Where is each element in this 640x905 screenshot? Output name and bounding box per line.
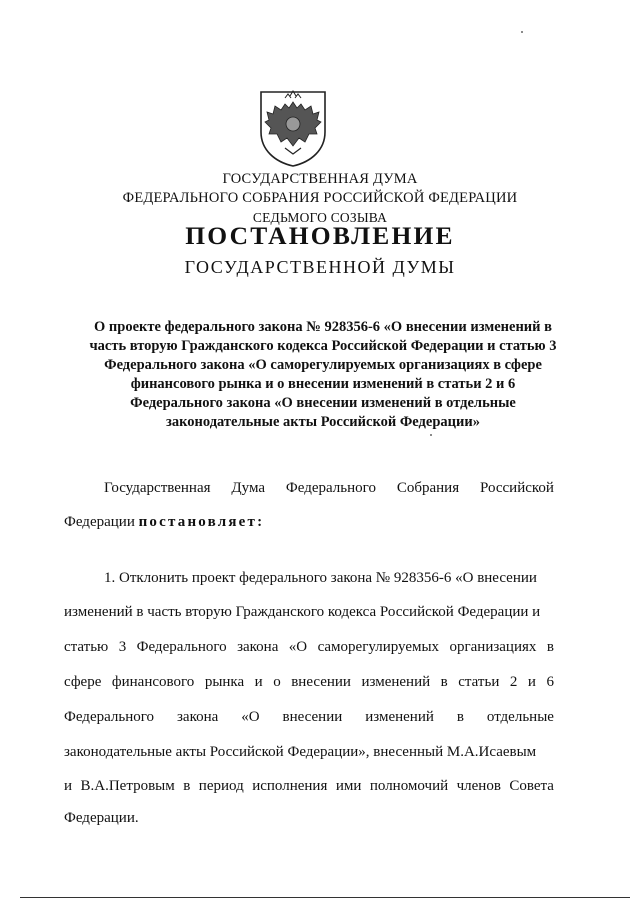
document-subject	[62, 318, 584, 432]
word: и	[254, 674, 263, 690]
word: рынка	[204, 674, 245, 690]
word: сфере	[64, 674, 102, 690]
org-line-1: ГОСУДАРСТВЕННАЯ ДУМА	[222, 171, 418, 187]
page-bottom-rule	[20, 897, 630, 898]
item1-line-4	[64, 672, 554, 692]
word: в	[183, 778, 191, 794]
org-line-3: СЕДЬМОГО СОЗЫВА	[252, 210, 388, 225]
subject-line: О проекте федерального закона № 928356-6 «О внесении изменений в	[94, 319, 552, 335]
scan-speck	[430, 434, 432, 436]
word: статьи	[458, 674, 500, 690]
coat-of-arms-emblem	[255, 88, 331, 168]
preamble-prefix: Федерации	[64, 514, 135, 530]
word: закона	[237, 639, 279, 655]
word: полномочий	[369, 778, 449, 794]
item1-line-1: 1. Отклонить проект федерального закона № 928356-6 «О внесении	[104, 570, 537, 586]
word: Федерального	[136, 639, 227, 655]
item1-line-5	[64, 707, 554, 727]
word: «О	[241, 709, 260, 725]
preamble-line-1	[104, 478, 554, 498]
word: Совета	[509, 778, 554, 794]
word: статью	[64, 639, 109, 655]
item1-line-8: Федерации.	[64, 810, 139, 826]
word: в	[546, 639, 554, 655]
word: В.А.Петровым	[80, 778, 175, 794]
word: 6	[546, 674, 554, 690]
word: изменений	[361, 674, 431, 690]
word: в	[456, 709, 464, 725]
word: «О	[288, 639, 308, 655]
item1-line-6: законодательные акты Российской Федерации», внесенный М.А.Исаевым	[64, 744, 537, 760]
item1-line-3	[64, 637, 554, 657]
document-issuer: ГОСУДАРСТВЕННОЙ ДУМЫ	[184, 257, 456, 277]
word: 3	[118, 639, 127, 655]
word: Собрания	[396, 480, 460, 496]
word: исполнения	[252, 778, 328, 794]
word: изменений	[365, 709, 434, 725]
scan-speck	[521, 31, 523, 33]
item1-line-7	[64, 776, 554, 796]
org-line-2: ФЕДЕРАЛЬНОГО СОБРАНИЯ РОССИЙСКОЙ ФЕДЕРАЦИИ	[122, 190, 518, 206]
document-type-title: ПОСТАНОВЛЕНИЕ	[185, 221, 455, 250]
word: организациях	[449, 639, 537, 655]
subject-line: финансового рынка и о внесении изменений в статьи 2 и 6	[130, 376, 516, 392]
word: ими	[335, 778, 362, 794]
word: Государственная	[104, 480, 211, 496]
subject-line: законодательные акты Российской Федерации»	[166, 414, 480, 430]
word: саморегулируемых	[317, 639, 440, 655]
word: Дума	[231, 480, 266, 496]
resolution-verb: постановляет:	[138, 514, 265, 530]
word: внесении	[282, 709, 343, 725]
subject-line: часть вторую Гражданского кодекса Российской Федерации и статью 3	[89, 338, 557, 354]
word: Федерального	[285, 480, 376, 496]
word: и	[527, 674, 536, 690]
word: финансового	[111, 674, 195, 690]
word: Федерального	[64, 709, 155, 725]
word: 2	[509, 674, 518, 690]
subject-line: Федерального закона «О внесении изменений в отдельные	[130, 395, 516, 411]
word: отдельные	[486, 709, 554, 725]
word: закона	[176, 709, 219, 725]
item1-line-2: изменений в часть вторую Гражданского кодекса Российской Федерации и	[64, 604, 541, 620]
word: в	[440, 674, 448, 690]
preamble-line-2	[64, 512, 554, 532]
subject-line: Федерального закона «О саморегулируемых организациях в сфере	[104, 357, 542, 373]
word: членов	[456, 778, 501, 794]
word: о	[273, 674, 281, 690]
word: Российской	[480, 480, 554, 496]
word: и	[64, 778, 73, 794]
double-headed-eagle-icon	[255, 88, 331, 168]
word: период	[198, 778, 244, 794]
word: внесении	[291, 674, 351, 690]
